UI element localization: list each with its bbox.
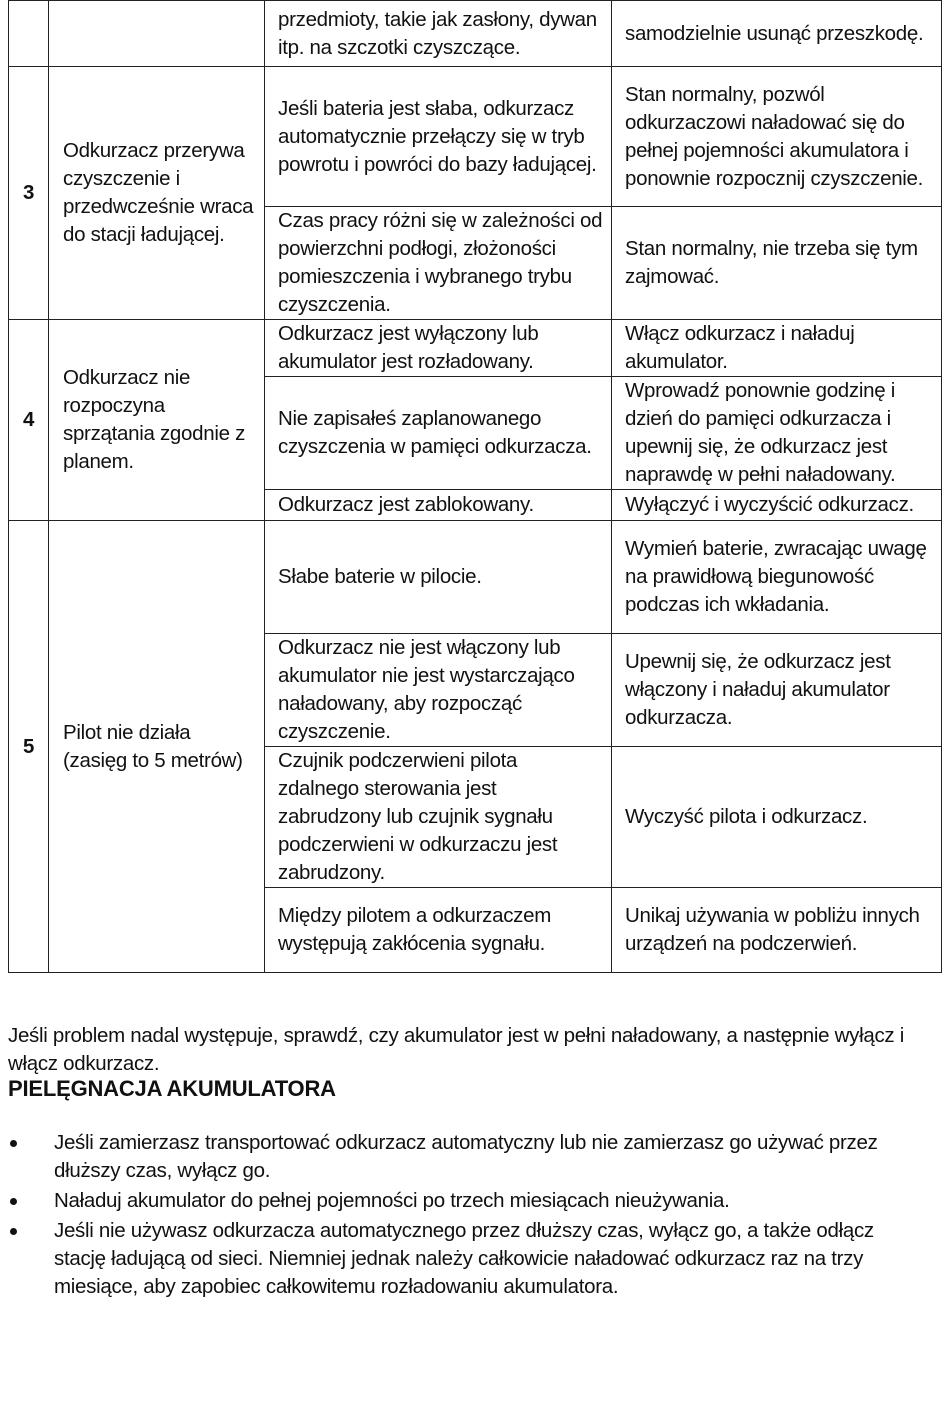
cause-text: przedmioty, takie jak zasłony, dywan itp. na szczotki czyszczące. (278, 7, 597, 59)
cause-text: Między pilotem a odkurzaczem występują zakłócenia sygnału. (278, 904, 552, 955)
cause-text: Odkurzacz jest zablokowany. (278, 493, 534, 516)
battery-care-heading: PIELĘGNACJA AKUMULATORA (8, 1076, 336, 1101)
list-item-text: Jeśli nie używasz odkurzacza automatycznego przez dłuższy czas, wyłącz go, a także odłącz stację ładującą od sieci. Niemniej jednak należy całkowicie naładować odkurzacz raz na trzy miesiące, aby zapobiec całkowitemu rozładowaniu akumulatora. (54, 1219, 874, 1298)
solution-text: Unikaj używania w pobliżu innych urządzeń na podczerwień. (625, 904, 920, 955)
row-number-cell: 3 (9, 67, 49, 320)
cause-text: Czas pracy różni się w zależności od powierzchni podłogi, złożoności pomieszczenia i wybranego trybu czyszczenia. (278, 209, 603, 316)
problem-text: Odkurzacz przerywa czyszczenie i przedwcześnie wraca do stacji ładującej. (63, 139, 254, 246)
document-page (8, 0, 942, 973)
solution-cell (612, 1, 942, 67)
problem-cell (49, 67, 265, 320)
row-number-cell: 4 (9, 320, 49, 521)
bullet-icon (10, 1228, 17, 1235)
cause-cell (265, 377, 612, 490)
problem-cell (49, 320, 265, 521)
bullet-icon (10, 1140, 17, 1147)
solution-cell (612, 207, 942, 320)
cause-text: Słabe baterie w pilocie. (278, 565, 482, 588)
cause-text: Odkurzacz nie jest włączony lub akumulator nie jest wystarczająco naładowany, aby rozpocząć czyszczenie. (278, 636, 575, 743)
table-row (9, 320, 942, 377)
solution-cell (612, 634, 942, 747)
cause-text: Odkurzacz jest wyłączony lub akumulator jest rozładowany. (278, 322, 539, 373)
problem-cell (49, 1, 265, 67)
solution-cell (612, 490, 942, 521)
cause-cell (265, 490, 612, 521)
solution-text: Stan normalny, nie trzeba się tym zajmować. (625, 237, 918, 288)
solution-text: samodzielnie usunąć przeszkodę. (625, 21, 924, 45)
list-item (8, 1217, 928, 1301)
row-number-cell (9, 1, 49, 67)
list-item (8, 1187, 928, 1215)
problem-text: Pilot nie działa (zasięg to 5 metrów) (63, 720, 243, 772)
cause-text: Jeśli bateria jest słaba, odkurzacz automatycznie przełączy się w tryb powrotu i powróci do bazy ładującej. (278, 96, 597, 176)
problem-cell (49, 521, 265, 973)
solution-text: Wyczyść pilota i odkurzacz. (625, 805, 868, 828)
battery-care-list (8, 1129, 928, 1303)
cause-cell (265, 747, 612, 888)
cause-text: Czujnik podczerwieni pilota zdalnego sterowania jest zabrudzony lub czujnik sygnału podczerwieni w odkurzaczu jest zabrudzony. (278, 749, 558, 884)
cause-cell (265, 888, 612, 973)
row-number-cell: 5 (9, 521, 49, 973)
solution-cell (612, 888, 942, 973)
cause-cell (265, 320, 612, 377)
after-table-note: Jeśli problem nadal występuje, sprawdź, czy akumulator jest w pełni naładowany, a następnie wyłącz i włącz odkurzacz. (8, 1023, 904, 1075)
solution-cell (612, 521, 942, 634)
bullet-icon (10, 1198, 17, 1205)
solution-text: Wymień baterie, zwracając uwagę na prawidłową biegunowość podczas ich wkładania. (625, 537, 927, 616)
solution-cell (612, 747, 942, 888)
cause-cell (265, 634, 612, 747)
solution-cell (612, 67, 942, 207)
solution-text: Wprowadź ponownie godzinę i dzień do pamięci odkurzacza i upewnij się, że odkurzacz jest naprawdę w pełni naładowany. (625, 379, 896, 486)
cause-cell (265, 521, 612, 634)
solution-text: Stan normalny, pozwól odkurzaczowi naładować się do pełnej pojemności akumulatora i ponownie rozpocznij czyszczenie. (625, 82, 924, 190)
table-row (9, 67, 942, 207)
table-row (9, 521, 942, 634)
solution-text: Wyłączyć i wyczyścić odkurzacz. (625, 493, 914, 516)
troubleshooting-table (8, 0, 942, 973)
solution-cell (612, 320, 942, 377)
table-row (9, 1, 942, 67)
problem-text: Odkurzacz nie rozpoczyna sprzątania zgodnie z planem. (63, 366, 246, 473)
list-item (8, 1129, 928, 1185)
cause-cell (265, 207, 612, 320)
solution-text: Upewnij się, że odkurzacz jest włączony i naładuj akumulator odkurzacza. (625, 650, 891, 729)
list-item-text: Jeśli zamierzasz transportować odkurzacz automatyczny lub nie zamierzasz go używać przez dłuższy czas, wyłącz go. (54, 1131, 878, 1182)
cause-cell (265, 67, 612, 207)
cause-text: Nie zapisałeś zaplanowanego czyszczenia w pamięci odkurzacza. (278, 407, 592, 458)
list-item-text: Naładuj akumulator do pełnej pojemności po trzech miesiącach nieużywania. (54, 1189, 730, 1212)
solution-text: Włącz odkurzacz i naładuj akumulator. (625, 322, 855, 373)
solution-cell (612, 377, 942, 490)
cause-cell (265, 1, 612, 67)
